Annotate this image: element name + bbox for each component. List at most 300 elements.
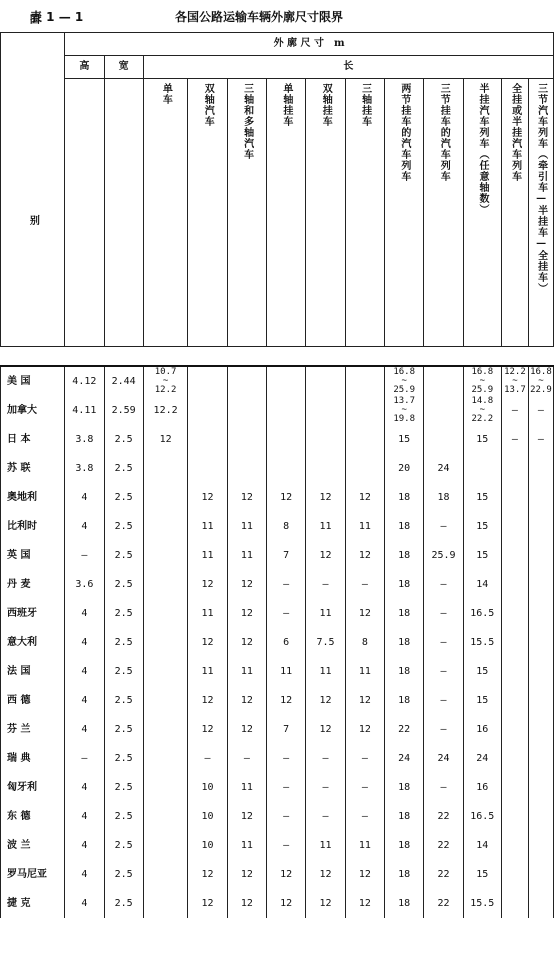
value-cell: — [345,570,384,599]
value-cell: 6 [267,628,306,657]
value-cell: 4 [65,773,104,802]
length-col-header [227,79,266,347]
value-cell [227,396,266,425]
value-cell [501,657,528,686]
value-cell: — [267,570,306,599]
table-title: 各国公路运输车辆外廓尺寸限界 [175,10,344,24]
table-row [1,628,554,657]
value-cell [528,686,553,715]
length-col-header [385,79,424,347]
value-cell: 25.9 [424,541,463,570]
length-col-header [463,79,501,347]
table-row [1,512,554,541]
value-cell [143,541,188,570]
country-cell: 芬 兰 [1,715,65,744]
value-cell: 11 [306,831,345,860]
value-cell [188,425,227,454]
value-cell [306,454,345,483]
value-cell: — [424,512,463,541]
value-cell [528,628,553,657]
value-cell [528,599,553,628]
value-cell: 11 [345,512,384,541]
value-cell: — [424,773,463,802]
value-cell: 4 [65,599,104,628]
value-cell [501,773,528,802]
country-cell: 奥地利 [1,483,65,512]
table-number: 表 1 — 1 [30,10,84,24]
table-row [1,744,554,773]
value-cell: — [501,425,528,454]
value-cell: 11 [188,599,227,628]
value-cell: 15.5 [463,889,501,918]
value-cell [528,831,553,860]
value-cell: 12 [345,483,384,512]
table-row [1,366,554,396]
value-cell [227,425,266,454]
value-cell [143,744,188,773]
value-cell: 12 [227,483,266,512]
value-cell: — [345,744,384,773]
value-cell: 15 [463,686,501,715]
length-col-header [424,79,463,347]
value-cell: 24 [463,744,501,773]
country-cell: 苏 联 [1,454,65,483]
country-cell: 西 德 [1,686,65,715]
value-cell: 11 [227,541,266,570]
country-cell: 丹 麦 [1,570,65,599]
length-col-label: 三节挂车的汽车列车 [438,83,450,182]
value-cell [143,483,188,512]
value-cell: 2.5 [104,454,143,483]
value-cell: 22 [424,860,463,889]
value-cell: 24 [424,744,463,773]
value-cell: 14 [463,831,501,860]
value-cell [267,396,306,425]
table-row [1,831,554,860]
value-cell [143,715,188,744]
value-cell: 2.5 [104,715,143,744]
value-cell: 11 [345,657,384,686]
country-cell: 匈牙利 [1,773,65,802]
value-cell: 2.5 [104,483,143,512]
value-cell: 4 [65,628,104,657]
value-cell [143,570,188,599]
value-cell: 12 [306,889,345,918]
value-cell [188,396,227,425]
table-row [1,541,554,570]
value-cell: 2.5 [104,802,143,831]
value-cell: 12 [306,541,345,570]
country-cell: 英 国 [1,541,65,570]
value-cell: 15.5 [463,628,501,657]
value-cell: 18 [424,483,463,512]
value-cell: 18 [385,541,424,570]
country-cell: 日 本 [1,425,65,454]
value-cell: 15 [463,657,501,686]
value-cell [143,628,188,657]
value-cell [528,512,553,541]
value-cell [528,802,553,831]
table-row [1,686,554,715]
dimension-group-header: 外 廓 尺 寸 m [65,33,554,56]
country-cell: 东 德 [1,802,65,831]
value-cell [528,860,553,889]
value-cell [143,889,188,918]
value-cell: — [306,744,345,773]
table-row [1,454,554,483]
length-col-header [306,79,345,347]
value-cell: 4 [65,715,104,744]
value-cell: 15 [463,860,501,889]
value-cell: 4 [65,512,104,541]
value-cell: 11 [306,512,345,541]
value-cell: 7.5 [306,628,345,657]
value-cell: 11 [188,512,227,541]
value-cell: 11 [188,657,227,686]
value-cell: 12 [188,628,227,657]
height-header-blank [65,79,104,347]
value-cell: — [424,599,463,628]
value-cell [143,512,188,541]
value-cell: 4.12 [65,366,104,396]
table-row [1,425,554,454]
value-cell: 12 [188,889,227,918]
value-cell [501,628,528,657]
value-cell: 4 [65,831,104,860]
value-cell: — [424,570,463,599]
value-cell: 12 [188,570,227,599]
value-cell [143,802,188,831]
value-cell: 4 [65,889,104,918]
value-cell [501,570,528,599]
value-cell: 7 [267,541,306,570]
table-row [1,657,554,686]
country-cell: 加拿大 [1,396,65,425]
value-cell: 2.5 [104,628,143,657]
value-cell [528,657,553,686]
length-col-label: 双轴汽车 [202,83,214,127]
value-cell: 18 [385,657,424,686]
value-cell: 15 [385,425,424,454]
value-cell [143,860,188,889]
value-cell: 18 [385,512,424,541]
value-cell [528,889,553,918]
value-cell: 14.8 ~ 22.2 [463,396,501,425]
value-cell: — [424,657,463,686]
value-cell [143,599,188,628]
country-cell: 罗马尼亚 [1,860,65,889]
value-cell [528,744,553,773]
table-row [1,802,554,831]
value-cell [528,483,553,512]
value-cell [528,541,553,570]
value-cell [501,889,528,918]
country-header [1,14,65,347]
value-cell: 12 [227,715,266,744]
value-cell: 12 [345,541,384,570]
value-cell [528,773,553,802]
value-cell: 13.7 ~ 19.8 [385,396,424,425]
value-cell [143,686,188,715]
value-cell: 16 [463,773,501,802]
value-cell [424,366,463,396]
country-cell: 捷 克 [1,889,65,918]
value-cell: 12 [345,686,384,715]
value-cell: 2.5 [104,570,143,599]
height-header: 高 [65,56,104,79]
value-cell: 11 [227,512,266,541]
value-cell [306,425,345,454]
value-cell: — [345,802,384,831]
value-cell: — [267,599,306,628]
country-cell: 美 国 [1,366,65,396]
value-cell: 11 [188,541,227,570]
value-cell: 2.5 [104,831,143,860]
length-col-label: 全挂或半挂汽车列车 [509,83,521,182]
value-cell: 24 [385,744,424,773]
value-cell: 12 [188,715,227,744]
table-body [1,366,554,918]
value-cell: 18 [385,570,424,599]
value-cell: — [528,396,553,425]
value-cell: 12 [227,599,266,628]
value-cell: 18 [385,802,424,831]
value-cell: 22 [424,831,463,860]
value-cell [267,425,306,454]
value-cell: — [65,744,104,773]
value-cell: 12 [345,889,384,918]
value-cell: 10 [188,831,227,860]
length-col-header [143,79,188,347]
value-cell: 4 [65,686,104,715]
value-cell: 15 [463,425,501,454]
table-row [1,773,554,802]
value-cell: 12 [188,860,227,889]
value-cell: 8 [345,628,384,657]
value-cell [528,715,553,744]
value-cell: 22 [385,715,424,744]
value-cell: 22 [424,802,463,831]
value-cell: 12 [345,715,384,744]
value-cell: 16.5 [463,802,501,831]
country-header-label: 国 别 [27,14,39,315]
value-cell: 2.5 [104,686,143,715]
value-cell: 4 [65,483,104,512]
value-cell: 11 [227,831,266,860]
value-cell: 15 [463,483,501,512]
value-cell: 11 [345,831,384,860]
value-cell: — [267,802,306,831]
value-cell: 16.8 ~ 25.9 [463,366,501,396]
value-cell [501,541,528,570]
value-cell: — [501,396,528,425]
value-cell: 18 [385,628,424,657]
value-cell: 12 [267,889,306,918]
value-cell [143,831,188,860]
table-row [1,570,554,599]
value-cell [188,454,227,483]
value-cell [501,802,528,831]
value-cell: 22 [424,889,463,918]
value-cell [501,454,528,483]
country-cell: 比利时 [1,512,65,541]
value-cell: 12.2 [143,396,188,425]
value-cell: — [345,773,384,802]
value-cell: 12 [227,802,266,831]
value-cell: 12 [188,686,227,715]
value-cell [143,773,188,802]
value-cell: 16.5 [463,599,501,628]
value-cell: 14 [463,570,501,599]
value-cell: 16.8 ~ 25.9 [385,366,424,396]
value-cell: 15 [463,512,501,541]
value-cell: 2.5 [104,425,143,454]
value-cell: 2.5 [104,889,143,918]
value-cell [227,454,266,483]
value-cell [424,425,463,454]
value-cell: 2.5 [104,599,143,628]
value-cell [143,454,188,483]
value-cell [267,454,306,483]
value-cell: 12.2 ~ 13.7 [501,366,528,396]
value-cell [501,715,528,744]
value-cell: — [267,773,306,802]
value-cell [345,425,384,454]
value-cell: 10.7 ~ 12.2 [143,366,188,396]
value-cell: 4.11 [65,396,104,425]
length-header: 长 [143,56,553,79]
value-cell [501,512,528,541]
table-row [1,889,554,918]
value-cell: 10 [188,773,227,802]
value-cell: — [306,773,345,802]
value-cell: 12 [227,686,266,715]
value-cell [267,366,306,396]
value-cell: 18 [385,773,424,802]
width-header: 宽 [104,56,143,79]
value-cell: — [424,715,463,744]
value-cell: 12 [306,860,345,889]
value-cell: 24 [424,454,463,483]
value-cell: 12 [143,425,188,454]
value-cell [306,396,345,425]
value-cell: 12 [345,599,384,628]
length-col-header [267,79,306,347]
value-cell: 2.5 [104,657,143,686]
value-cell [528,454,553,483]
value-cell [424,396,463,425]
value-cell [188,366,227,396]
value-cell: 16.8 ~ 22.9 [530,367,552,395]
value-cell: — [424,686,463,715]
value-cell: 11 [306,657,345,686]
value-cell: 12 [227,889,266,918]
value-cell: 18 [385,860,424,889]
header-gap [1,347,554,367]
value-cell: 12 [306,686,345,715]
value-cell: 16 [463,715,501,744]
value-cell: 2.44 [104,366,143,396]
value-cell [143,657,188,686]
value-cell [501,599,528,628]
value-cell: 12 [345,860,384,889]
value-cell: 2.5 [104,512,143,541]
value-cell [227,366,266,396]
value-cell [501,686,528,715]
value-cell: 10 [188,802,227,831]
table-row [1,599,554,628]
table-row [1,860,554,889]
length-col-label: 双轴挂车 [320,83,332,127]
value-cell: — [424,628,463,657]
value-cell: 3.8 [65,454,104,483]
value-cell: 4 [65,802,104,831]
value-cell: 11 [267,657,306,686]
country-cell: 法 国 [1,657,65,686]
value-cell [501,483,528,512]
value-cell: 18 [385,831,424,860]
value-cell [306,366,345,396]
value-cell: 7 [267,715,306,744]
value-cell: 4 [65,657,104,686]
width-header-blank [104,79,143,347]
value-cell: 12 [227,860,266,889]
value-cell: 12 [227,628,266,657]
length-col-header [345,79,384,347]
value-cell: 11 [306,599,345,628]
value-cell: 18 [385,889,424,918]
table-row [1,396,554,425]
value-cell: — [306,570,345,599]
value-cell: 11 [227,657,266,686]
table-row [1,715,554,744]
length-col-header [528,79,553,347]
value-cell: 12 [267,860,306,889]
value-cell: 12 [306,483,345,512]
value-cell: — [528,425,553,454]
value-cell [528,570,553,599]
length-col-label: 三轴和多轴汽车 [241,83,253,160]
value-cell: 2.59 [104,396,143,425]
value-cell: 3.6 [65,570,104,599]
value-cell: 12 [306,715,345,744]
value-cell: 18 [385,599,424,628]
value-cell [345,454,384,483]
value-cell [345,366,384,396]
value-cell: — [306,802,345,831]
country-cell: 西班牙 [1,599,65,628]
length-col-header [501,79,528,347]
table-caption [0,4,554,26]
value-cell: — [188,744,227,773]
value-cell: 12 [227,570,266,599]
value-cell: — [227,744,266,773]
value-cell: — [65,541,104,570]
value-cell [501,860,528,889]
value-cell: 2.5 [104,744,143,773]
value-cell: 3.8 [65,425,104,454]
value-cell [345,396,384,425]
length-col-label: 单车 [160,83,172,105]
value-cell: — [267,831,306,860]
value-cell: 18 [385,686,424,715]
value-cell: 15 [463,541,501,570]
value-cell: 12 [188,483,227,512]
length-col-label: 两节挂车的汽车列车 [398,83,410,182]
value-cell: — [267,744,306,773]
value-cell: 18 [385,483,424,512]
value-cell: 2.5 [104,773,143,802]
